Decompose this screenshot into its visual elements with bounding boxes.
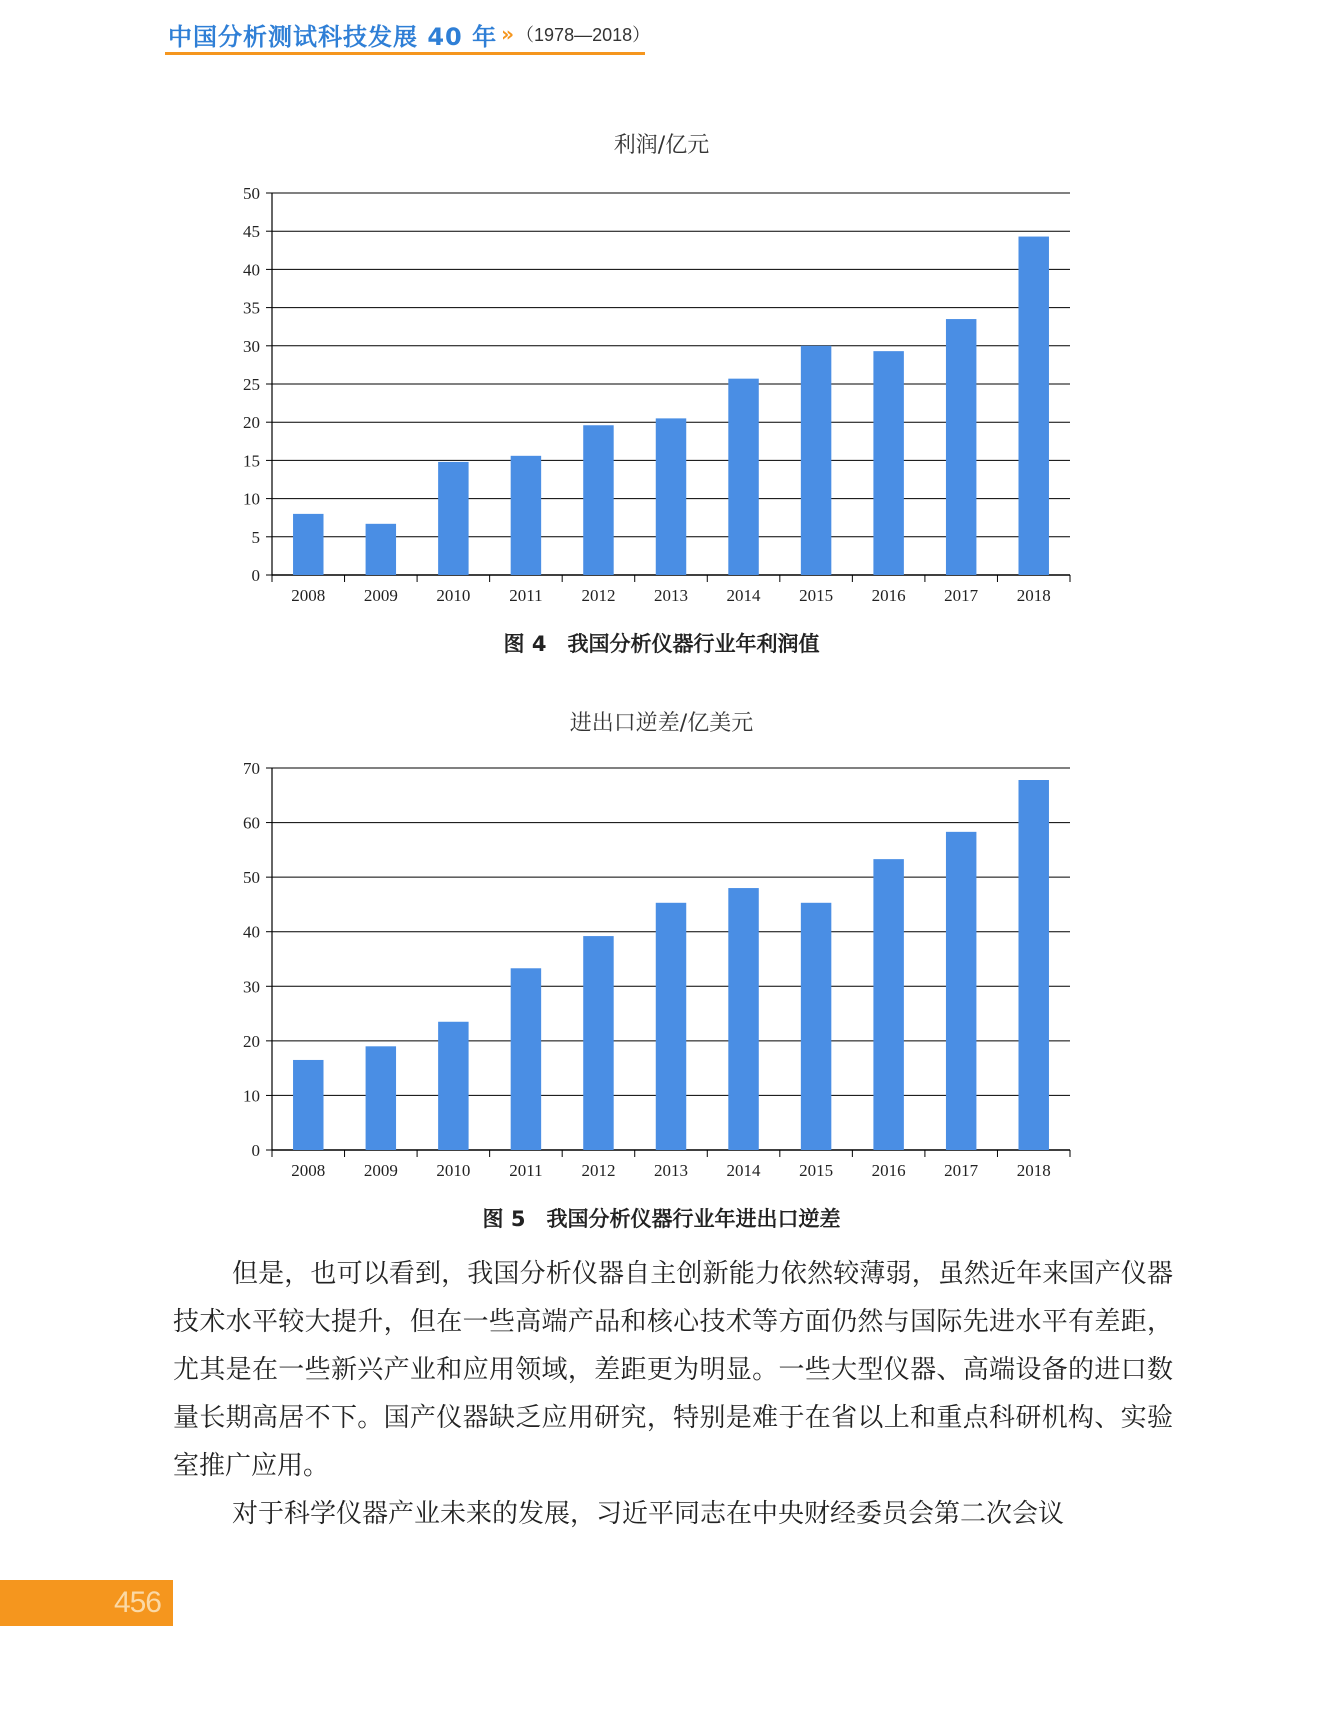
bar-2018 bbox=[1018, 237, 1048, 575]
bar-2018 bbox=[1018, 780, 1048, 1150]
bar-2008 bbox=[293, 514, 323, 575]
bar-2011 bbox=[511, 456, 541, 575]
running-header bbox=[168, 14, 650, 54]
header-divider bbox=[165, 52, 645, 55]
double-chevron-icon: » bbox=[501, 22, 511, 46]
x-tick-label: 2012 bbox=[581, 586, 616, 605]
y-tick-label: 25 bbox=[243, 375, 260, 394]
bar-2012 bbox=[583, 425, 613, 575]
bar-2016 bbox=[873, 351, 903, 575]
bar-2017 bbox=[946, 319, 976, 575]
x-tick-label: 2018 bbox=[1016, 586, 1051, 605]
x-tick-label: 2012 bbox=[581, 1161, 616, 1180]
bar-2015 bbox=[801, 346, 831, 575]
x-tick-label: 2015 bbox=[799, 1161, 834, 1180]
page-number-box bbox=[0, 1580, 173, 1626]
page-number: 456 bbox=[113, 1586, 161, 1619]
bar-2014 bbox=[728, 379, 758, 575]
trade-deficit-bar-chart bbox=[0, 760, 1323, 1180]
figure-5-caption: 图 5 我国分析仪器行业年进出口逆差 bbox=[482, 1207, 841, 1231]
bar-2013 bbox=[656, 418, 686, 575]
bar-2012 bbox=[583, 936, 613, 1150]
book-title: 中国分析测试科技发展 40 年 bbox=[168, 22, 498, 51]
bar-2008 bbox=[293, 1060, 323, 1150]
y-tick-label: 0 bbox=[251, 566, 260, 585]
x-tick-label: 2009 bbox=[363, 586, 398, 605]
bar-2017 bbox=[946, 832, 976, 1150]
body-text bbox=[173, 1250, 1173, 1538]
x-tick-label: 2015 bbox=[799, 586, 834, 605]
x-tick-label: 2009 bbox=[363, 1161, 398, 1180]
x-tick-label: 2008 bbox=[291, 586, 326, 605]
y-tick-label: 35 bbox=[243, 298, 260, 318]
x-tick-label: 2010 bbox=[436, 1161, 471, 1180]
figure-4-caption: 图 4 我国分析仪器行业年利润值 bbox=[503, 632, 820, 656]
bar-2014 bbox=[728, 888, 758, 1150]
bar-2010 bbox=[438, 462, 468, 575]
y-tick-label: 20 bbox=[243, 413, 260, 433]
y-tick-label: 70 bbox=[243, 760, 260, 778]
bar-2010 bbox=[438, 1022, 468, 1150]
y-tick-label: 40 bbox=[243, 922, 260, 942]
y-tick-label: 10 bbox=[243, 489, 260, 509]
y-tick-label: 45 bbox=[243, 222, 260, 242]
x-tick-label: 2016 bbox=[871, 1161, 906, 1180]
paragraph-1: 但是，也可以看到，我国分析仪器自主创新能力依然较薄弱，虽然近年来国产仪器技术水平较大提升，但在一些高端产品和核心技术等方面仍然与国际先进水平有差距，尤其是在一些新兴产业和应用领域，差距更为明显。一些大型仪器、高端设备的进口数量长期高居不下。国产仪器缺乏应用研究，特别是难于在省以上和重点科研机构、实验室推广应用。 bbox=[173, 1259, 1173, 1481]
y-tick-label: 50 bbox=[243, 868, 260, 888]
y-tick-label: 30 bbox=[243, 977, 260, 997]
bar-2009 bbox=[366, 1046, 396, 1150]
x-tick-label: 2017 bbox=[944, 1161, 979, 1180]
x-tick-label: 2014 bbox=[726, 586, 761, 605]
x-tick-label: 2010 bbox=[436, 586, 471, 605]
x-tick-label: 2014 bbox=[726, 1161, 761, 1180]
x-tick-label: 2016 bbox=[871, 586, 906, 605]
bar-2011 bbox=[511, 968, 541, 1150]
y-tick-label: 50 bbox=[243, 185, 260, 203]
paragraph-2: 对于科学仪器产业未来的发展，习近平同志在中央财经委员会第二次会议 bbox=[232, 1499, 1065, 1529]
bar-2015 bbox=[801, 903, 831, 1150]
x-tick-label: 2011 bbox=[509, 1161, 543, 1180]
y-tick-label: 0 bbox=[251, 1141, 260, 1160]
bar-2013 bbox=[656, 903, 686, 1150]
y-tick-label: 5 bbox=[251, 527, 260, 547]
y-tick-label: 15 bbox=[243, 451, 260, 471]
profit-bar-chart bbox=[0, 185, 1323, 605]
x-tick-label: 2013 bbox=[654, 1161, 688, 1180]
bar-2009 bbox=[366, 524, 396, 575]
y-tick-label: 40 bbox=[243, 260, 260, 280]
y-tick-label: 60 bbox=[243, 813, 260, 833]
chart-2-title: 进出口逆差/亿美元 bbox=[569, 711, 754, 736]
y-tick-label: 30 bbox=[243, 336, 260, 356]
x-tick-label: 2017 bbox=[944, 586, 979, 605]
chart-1-title: 利润/亿元 bbox=[613, 133, 710, 158]
x-tick-label: 2013 bbox=[654, 586, 688, 605]
y-tick-label: 10 bbox=[243, 1086, 260, 1106]
x-tick-label: 2018 bbox=[1016, 1161, 1051, 1180]
y-tick-label: 20 bbox=[243, 1031, 260, 1051]
bar-2016 bbox=[873, 859, 903, 1150]
year-range: （1978—2018） bbox=[516, 25, 651, 45]
x-tick-label: 2011 bbox=[509, 586, 543, 605]
x-tick-label: 2008 bbox=[291, 1161, 326, 1180]
